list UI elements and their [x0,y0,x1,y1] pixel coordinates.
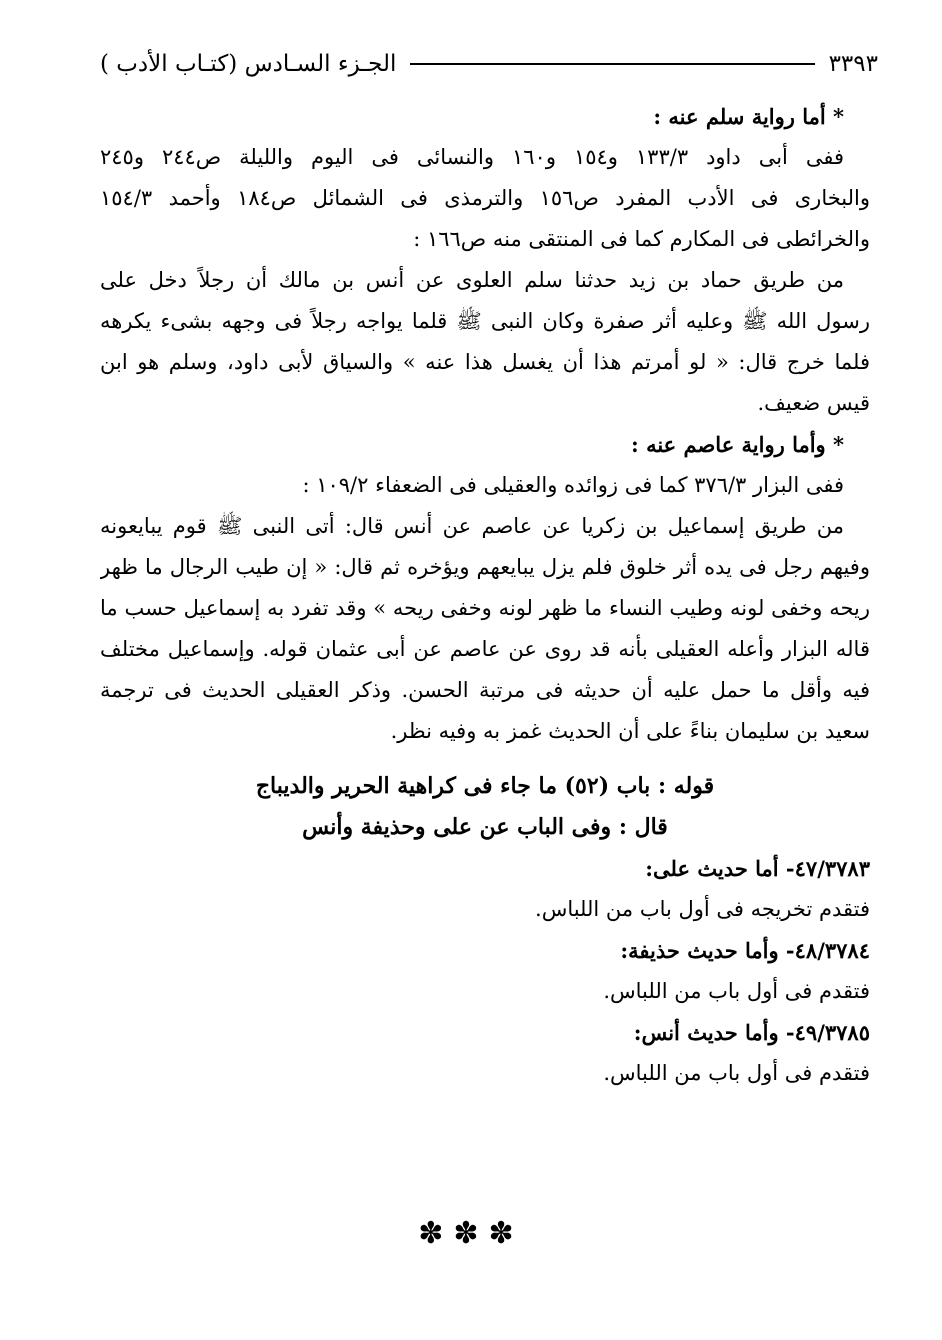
paragraph-line: ففى البزار ٣٧٦/٣ كما فى زوائده والعقيلى فى الضعفاء ١٠٩/٢ : [302,473,844,497]
paragraph-line: قاله البزار وأعله العقيلى بأنه قد روى عن عاصم عن أبى عثمان قوله. وإسماعيل مختلف [100,637,870,661]
hadith-entries [140,848,870,1094]
entry-text: فتقدم فى أول باب من اللباس. [603,979,870,1003]
running-title: الجـزء السـادس (كتـاب الأدب ) [100,51,397,77]
page-header [100,42,878,86]
entry-heading: ٤٨/٣٧٨٤- وأما حديث حذيفة: [620,938,870,963]
paragraph-line: ففى أبى داود ١٣٣/٣ و١٥٤ و١٦٠ والنسائى فى اليوم والليلة ص٢٤٤ و٢٤٥ [100,145,845,169]
entry-text: فتقدم تخريجه فى أول باب من اللباس. [535,897,870,921]
paragraph-line: سعيد بن سليمان بناءً على أن الحديث غمز به وفيه نظر. [390,719,870,743]
paragraph-line: وفيهم رجل فى يده أثر خلوق فلم يزل يبايعهم ويؤخره ثم قال: « إن طيب الرجال ما ظهر [100,555,870,579]
page-number: ٣٣٩٣ [828,51,878,77]
paragraph-line: فلما خرج قال: « لو أمرتم هذا أن يغسل هذا عنه » والسياق لأبى داود، وسلم هو ابن [100,350,870,374]
paragraph-line: قيس ضعيف. [757,391,870,415]
paragraph-line: والخرائطى فى المكارم كما فى المنتقى منه ص١٦٦ : [413,227,870,251]
page-body [100,96,870,1094]
section-end-ornament: ✽✽✽ [418,1216,524,1251]
entry-heading: ٤٧/٣٧٨٣- أما حديث على: [645,856,870,881]
section-heading-salm: * أما رواية سلم عنه : [653,104,844,129]
entry-text: فتقدم فى أول باب من اللباس. [603,1061,870,1085]
entry-heading: ٤٩/٣٧٨٥- وأما حديث أنس: [633,1020,870,1045]
chapter-subtitle: قال : وفى الباب عن على وحذيفة وأنس [302,814,668,840]
section-heading-asim: * وأما رواية عاصم عنه : [631,432,844,457]
header-rule [410,63,814,65]
paragraph-line: رسول الله ﷺ وعليه أثر صفرة وكان النبى ﷺ قلما يواجه رجلاً فى وجهه بشىء يكرهه [100,309,870,333]
paragraph-line: والبخارى فى الأدب المفرد ص١٥٦ والترمذى فى الشمائل ص١٨٤ وأحمد ١٥٤/٣ [100,186,870,210]
paragraph-line: من طريق إسماعيل بن زكريا عن عاصم عن أنس قال: أتى النبى ﷺ قوم يبايعونه [100,514,844,538]
paragraph-line: ريحه وخفى لونه وطيب النساء ما ظهر لونه وخفى ريحه » وقد تفرد به إسماعيل حسب ما [100,596,870,620]
spacer [100,752,870,766]
paragraph-line: فيه وأقل ما حمل عليه أن حديثه فى مرتبة الحسن. وذكر العقيلى الحديث فى ترجمة [100,678,870,702]
chapter-title: قوله : باب (٥٢) ما جاء فى كراهية الحرير والديباج [255,773,715,799]
paragraph-line: من طريق حماد بن زيد حدثنا سلم العلوى عن أنس بن مالك أن رجلاً دخل على [100,268,844,292]
